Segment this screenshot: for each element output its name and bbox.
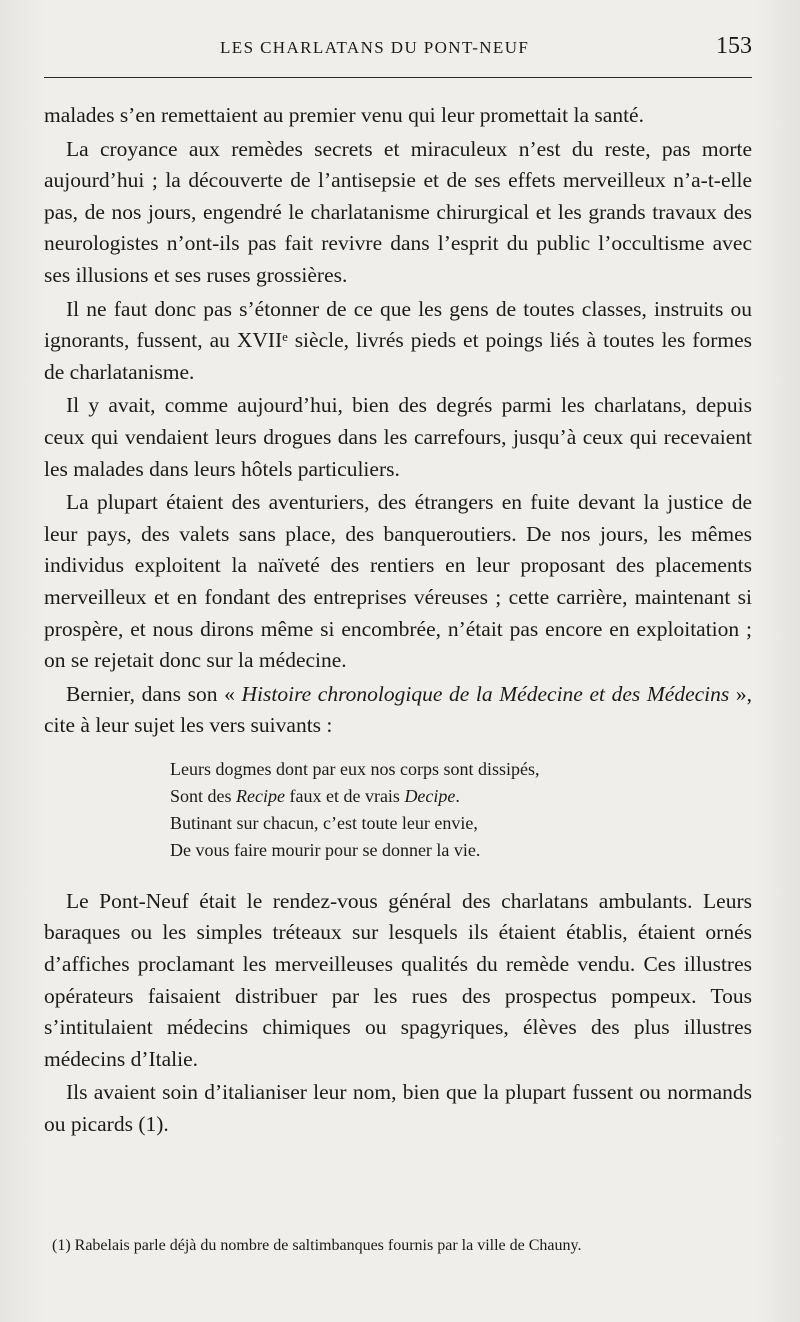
verse-line: Sont des Recipe faux et de vrais Decipe. [170, 785, 460, 806]
page-header [44, 30, 752, 70]
paragraph: La croyance aux remèdes secrets et miraculeux n’est du reste, pas morte aujourd’hui ; la découverte de l’antisepsie et de ses effets merveilleux n’a-t-elle pas, de nos jours, engendré le charlatanisme chirurgical et les grands travaux des neurologistes n’ont-ils pas fait revivre dans l’esprit du public l’occultisme avec ses illusions et ses ruses grossières. [44, 136, 752, 287]
running-title: LES CHARLATANS DU PONT-NEUF [220, 38, 530, 57]
verse-line: De vous faire mourir pour se donner la vie. [170, 839, 481, 860]
body-text [44, 100, 752, 1143]
bernier-lead: Bernier, dans son « [66, 681, 242, 706]
verse-italic-recipe: Recipe [236, 785, 285, 806]
paragraph: Ils avaient soin d’italianiser leur nom, bien que la plupart fussent ou normands ou picards (1). [44, 1080, 752, 1137]
header-rule [44, 77, 752, 78]
paragraph-bernier [44, 679, 752, 742]
bernier-tail: », cite à leur sujet les vers suivants : [44, 681, 752, 738]
paragraph: Il y avait, comme aujourd’hui, bien des degrés parmi les charlatans, depuis ceux qui vendaient leurs drogues dans les carrefours, jusqu’à ceux qui recevaient les malades dans leurs hôtels particuliers. [44, 393, 752, 481]
paragraph: Il ne faut donc pas s’étonner de ce que les gens de toutes classes, instruits ou ignorants, fussent, au XVIIᵉ siècle, livrés pieds et poings liés à toutes les formes de charlatanisme. [44, 296, 752, 384]
book-title: Histoire chronologique de la Médecine et des Médecins [241, 681, 730, 706]
footnote: (1) Rabelais parle déjà du nombre de saltimbanques fournis par la ville de Chauny. [52, 1237, 582, 1254]
paragraph: La plupart étaient des aventuriers, des étrangers en fuite devant la justice de leur pays, des valets sans place, des banqueroutiers. De nos jours, les mêmes individus exploitent la naïveté des rentiers en leur proposant des placements merveilleux et en fondant des entreprises véreuses ; cette carrière, maintenant si prospère, et nous dirons même si encombrée, n’était pas encore en exploitation ; on se rejetait donc sur la médecine. [44, 490, 752, 673]
footnotes [44, 1233, 752, 1259]
paragraph: Le Pont-Neuf était le rendez-vous général des charlatans ambulants. Leurs baraques ou les simples tréteaux sur lesquels ils étaient établis, étaient ornés d’affiches proclamant les merveilleuses qualités du remède vendu. Ces illustres opérateurs faisaient distribuer par les rues des prospectus pompeux. Tous s’intitulaient médecins chimiques ou spagyriques, élèves des plus illustres médecins d’Italie. [44, 888, 752, 1071]
verse-quote [170, 756, 752, 864]
verse-line: Leurs dogmes dont par eux nos corps sont dissipés, [170, 758, 540, 779]
page-number: 153 [716, 33, 752, 59]
verse-italic-decipe: Decipe [404, 785, 456, 806]
paragraph: malades s’en remettaient au premier venu qui leur promettait la santé. [44, 103, 644, 127]
verse-line: Butinant sur chacun, c’est toute leur envie, [170, 812, 478, 833]
